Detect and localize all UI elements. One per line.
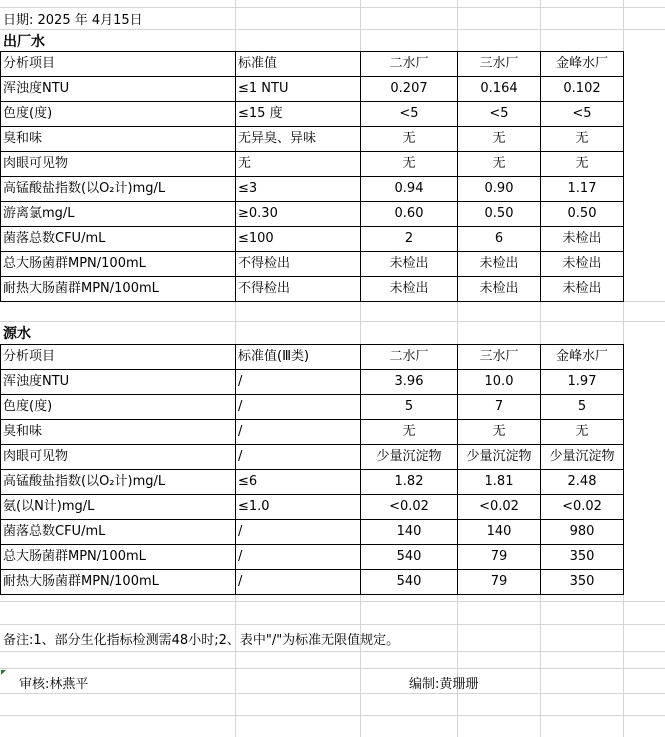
table-cell[interactable]: 0.102 <box>541 77 624 102</box>
table-cell[interactable]: ≤6 <box>236 470 361 495</box>
table-cell[interactable]: 1.17 <box>541 177 624 202</box>
table-header-row <box>1 52 624 77</box>
table-cell[interactable]: 未检出 <box>541 252 624 277</box>
table-cell[interactable]: 无 <box>361 420 458 445</box>
comment-marker-icon <box>1 670 6 675</box>
table-cell[interactable]: 耐热大肠菌群MPN/100mL <box>1 277 236 302</box>
table-cell[interactable]: 高锰酸盐指数(以O₂计)mg/L <box>1 177 236 202</box>
gridline <box>0 651 665 652</box>
table-row <box>1 470 624 495</box>
table-cell[interactable]: 标准值(Ⅲ类) <box>236 345 361 370</box>
table-cell[interactable]: 未检出 <box>541 277 624 302</box>
reviewer-label: 审核:林燕平 <box>19 677 89 692</box>
table-cell[interactable]: 0.207 <box>361 77 458 102</box>
table-cell[interactable]: 无 <box>541 152 624 177</box>
table-cell[interactable]: 5 <box>541 395 624 420</box>
table-row <box>1 445 624 470</box>
table-cell[interactable]: 耐热大肠菌群MPN/100mL <box>1 570 236 595</box>
table-cell[interactable]: <5 <box>361 102 458 127</box>
table-cell[interactable]: 1.97 <box>541 370 624 395</box>
table-cell[interactable]: 3.96 <box>361 370 458 395</box>
gridline <box>0 693 665 694</box>
table-row <box>1 370 624 395</box>
table-row <box>1 420 624 445</box>
table-cell[interactable]: / <box>236 520 361 545</box>
table-cell[interactable]: / <box>236 545 361 570</box>
gridline <box>0 29 665 30</box>
table-cell[interactable]: 无 <box>458 127 541 152</box>
table-row <box>1 495 624 520</box>
table-cell[interactable]: 140 <box>361 520 458 545</box>
table-cell[interactable]: 三水厂 <box>458 345 541 370</box>
table-cell[interactable]: ≤100 <box>236 227 361 252</box>
table-cell[interactable]: 少量沉淀物 <box>361 445 458 470</box>
table-cell[interactable]: 肉眼可见物 <box>1 445 236 470</box>
table-cell[interactable]: <0.02 <box>458 495 541 520</box>
raw-water-table <box>0 344 624 595</box>
table-cell[interactable]: 79 <box>458 570 541 595</box>
table-cell[interactable]: 菌落总数CFU/mL <box>1 520 236 545</box>
table-cell[interactable]: <5 <box>458 102 541 127</box>
table-cell[interactable]: 1.81 <box>458 470 541 495</box>
table-cell[interactable]: 5 <box>361 395 458 420</box>
table-cell[interactable]: 二水厂 <box>361 52 458 77</box>
table-cell[interactable]: 浑浊度NTU <box>1 370 236 395</box>
table-cell[interactable]: 总大肠菌群MPN/100mL <box>1 545 236 570</box>
table-cell[interactable]: 2 <box>361 227 458 252</box>
table-row <box>1 395 624 420</box>
table-cell[interactable]: 无 <box>361 152 458 177</box>
editor-label: 编制:黄珊珊 <box>409 677 479 692</box>
table-cell[interactable]: 少量沉淀物 <box>458 445 541 470</box>
table-cell[interactable]: 少量沉淀物 <box>541 445 624 470</box>
table-cell[interactable]: 10.0 <box>458 370 541 395</box>
table-row <box>1 202 624 227</box>
table-row <box>1 570 624 595</box>
table-cell[interactable]: 游离氯mg/L <box>1 202 236 227</box>
table-cell[interactable]: 色度(度) <box>1 395 236 420</box>
table-cell[interactable]: 未检出 <box>458 277 541 302</box>
table-cell[interactable]: <0.02 <box>361 495 458 520</box>
table-cell[interactable]: 菌落总数CFU/mL <box>1 227 236 252</box>
table-cell[interactable]: <0.02 <box>541 495 624 520</box>
report-date: 日期: 2025 年 4月15日 <box>3 13 143 28</box>
table-header-row <box>1 345 624 370</box>
table-cell[interactable]: 标准值 <box>236 52 361 77</box>
table-row <box>1 127 624 152</box>
table-cell[interactable]: / <box>236 445 361 470</box>
table-cell[interactable]: ≤1.0 <box>236 495 361 520</box>
gridline <box>0 715 665 716</box>
table-cell[interactable]: 未检出 <box>541 227 624 252</box>
table-cell[interactable]: 不得检出 <box>236 252 361 277</box>
table-cell[interactable]: 0.90 <box>458 177 541 202</box>
table-cell[interactable]: / <box>236 370 361 395</box>
gridline <box>0 7 665 8</box>
footnote: 备注:1、部分生化指标检测需48小时;2、表中"/"为标准无限值规定。 <box>3 633 400 648</box>
table-row <box>1 520 624 545</box>
table-cell[interactable]: 未检出 <box>361 252 458 277</box>
table-cell[interactable]: 金峰水厂 <box>541 52 624 77</box>
table-cell[interactable]: 无异臭、异味 <box>236 127 361 152</box>
table-cell[interactable]: 总大肠菌群MPN/100mL <box>1 252 236 277</box>
section-title-raw-water: 源水 <box>3 326 31 342</box>
table-row <box>1 102 624 127</box>
table-cell[interactable]: 色度(度) <box>1 102 236 127</box>
table-cell[interactable]: 无 <box>458 152 541 177</box>
table-cell[interactable]: 未检出 <box>361 277 458 302</box>
gridline <box>0 321 665 322</box>
table-cell[interactable]: 540 <box>361 570 458 595</box>
table-cell[interactable]: 高锰酸盐指数(以O₂计)mg/L <box>1 470 236 495</box>
finished-water-table <box>0 51 624 302</box>
table-row <box>1 277 624 302</box>
table-cell[interactable]: 分析项目 <box>1 52 236 77</box>
table-cell[interactable]: ≥0.30 <box>236 202 361 227</box>
table-cell[interactable]: 肉眼可见物 <box>1 152 236 177</box>
table-cell[interactable]: 分析项目 <box>1 345 236 370</box>
table-row <box>1 77 624 102</box>
gridline <box>0 601 665 602</box>
table-cell[interactable]: / <box>236 420 361 445</box>
table-cell[interactable]: 金峰水厂 <box>541 345 624 370</box>
table-cell[interactable]: 0.60 <box>361 202 458 227</box>
table-cell[interactable]: 不得检出 <box>236 277 361 302</box>
table-cell[interactable]: <5 <box>541 102 624 127</box>
table-row <box>1 545 624 570</box>
table-row <box>1 152 624 177</box>
table-cell[interactable]: 6 <box>458 227 541 252</box>
table-cell[interactable]: 无 <box>541 420 624 445</box>
table-cell[interactable]: 无 <box>541 127 624 152</box>
table-row <box>1 177 624 202</box>
table-cell[interactable]: 140 <box>458 520 541 545</box>
table-row <box>1 227 624 252</box>
gridline <box>0 668 665 669</box>
table-cell[interactable]: 350 <box>541 545 624 570</box>
table-cell[interactable]: 350 <box>541 570 624 595</box>
table-cell[interactable]: 0.50 <box>458 202 541 227</box>
table-cell[interactable]: 2.48 <box>541 470 624 495</box>
table-cell[interactable]: 无 <box>458 420 541 445</box>
table-cell[interactable]: 氨(以N计)mg/L <box>1 495 236 520</box>
table-cell[interactable]: 臭和味 <box>1 127 236 152</box>
table-cell[interactable]: 无 <box>361 127 458 152</box>
table-cell[interactable]: 无 <box>236 152 361 177</box>
table-cell[interactable]: 二水厂 <box>361 345 458 370</box>
table-cell[interactable]: 0.94 <box>361 177 458 202</box>
table-cell[interactable]: 7 <box>458 395 541 420</box>
table-cell[interactable]: ≤1 NTU <box>236 77 361 102</box>
section-title-finished-water: 出厂水 <box>3 34 45 50</box>
table-cell[interactable]: 79 <box>458 545 541 570</box>
table-cell[interactable]: 三水厂 <box>458 52 541 77</box>
table-cell[interactable]: 980 <box>541 520 624 545</box>
table-cell[interactable]: 540 <box>361 545 458 570</box>
table-cell[interactable]: 1.82 <box>361 470 458 495</box>
table-cell[interactable]: 0.164 <box>458 77 541 102</box>
table-row <box>1 252 624 277</box>
table-cell[interactable]: 臭和味 <box>1 420 236 445</box>
gridline <box>0 624 665 625</box>
table-cell[interactable]: 未检出 <box>458 252 541 277</box>
table-cell[interactable]: / <box>236 395 361 420</box>
table-cell[interactable]: 浑浊度NTU <box>1 77 236 102</box>
table-cell[interactable]: ≤15 度 <box>236 102 361 127</box>
table-cell[interactable]: / <box>236 570 361 595</box>
table-cell[interactable]: 0.50 <box>541 202 624 227</box>
table-cell[interactable]: ≤3 <box>236 177 361 202</box>
